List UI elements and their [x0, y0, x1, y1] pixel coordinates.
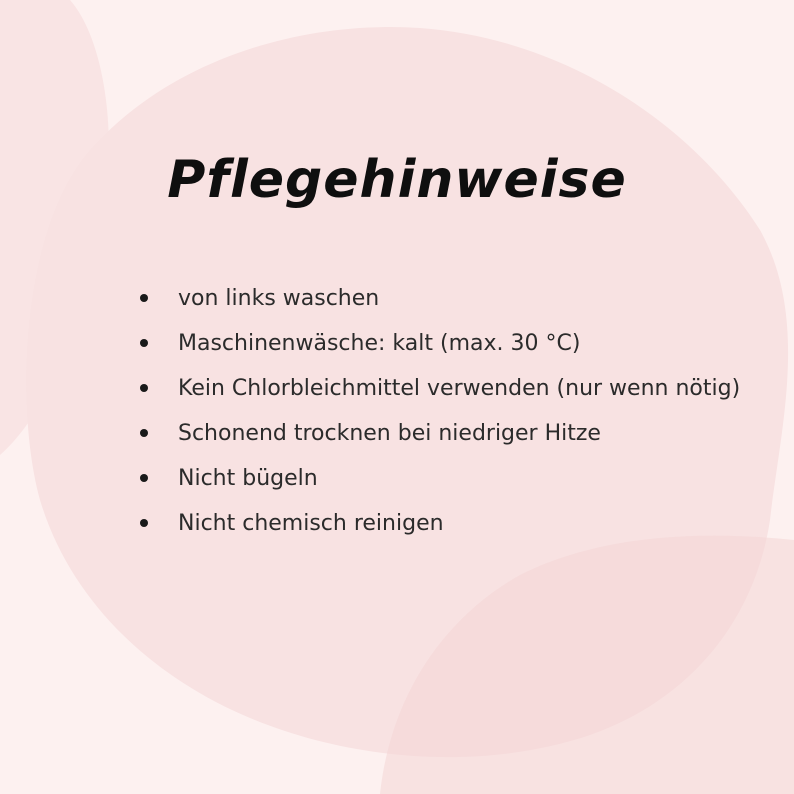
bullet-icon — [140, 474, 148, 482]
bullet-icon — [140, 384, 148, 392]
list-item-text: Schonend trocknen bei niedriger Hitze — [178, 421, 601, 446]
list-item — [178, 456, 740, 501]
bullet-icon — [140, 339, 148, 347]
list-item-text: von links waschen — [178, 286, 380, 311]
bullet-icon — [140, 519, 148, 527]
list-item — [178, 501, 740, 546]
page-title: Pflegehinweise — [167, 150, 627, 210]
list-item — [178, 321, 740, 366]
list-item-text: Maschinenwäsche: kalt (max. 30 °C) — [178, 331, 581, 356]
list-item — [178, 411, 740, 456]
list-item-text: Nicht chemisch reinigen — [178, 511, 444, 536]
list-item-text: Nicht bügeln — [178, 466, 318, 491]
list-item — [178, 276, 740, 321]
list-item — [178, 366, 740, 411]
care-instructions-list — [178, 276, 740, 546]
bullet-icon — [140, 429, 148, 437]
list-item-text: Kein Chlorbleichmittel verwenden (nur wenn nötig) — [178, 376, 741, 401]
bullet-icon — [140, 294, 148, 302]
